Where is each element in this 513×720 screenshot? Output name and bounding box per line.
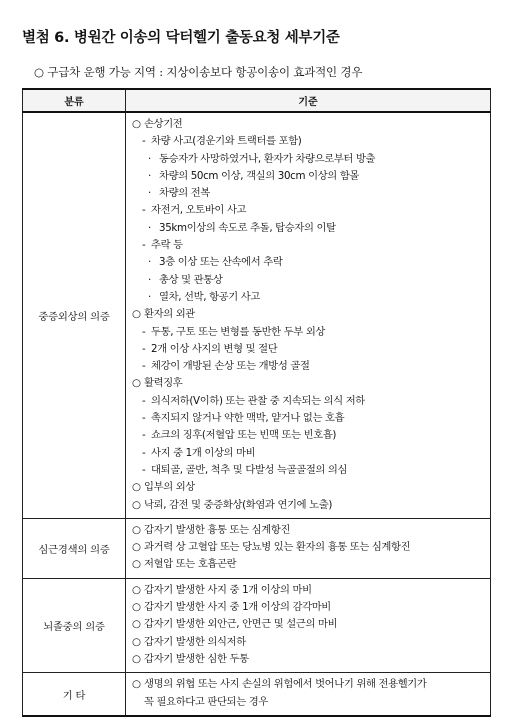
criteria-item-text: 낙뢰, 감전 및 중증화상(화염과 연기에 노출) <box>144 498 333 511</box>
criteria-item-text: 대퇴골, 골반, 척추 및 다발성 늑골골절의 의심 <box>151 463 348 476</box>
criteria-item <box>132 410 490 427</box>
criteria-item <box>132 582 490 599</box>
criteria-item-text: 과거력 상 고혈압 또는 당뇨병 있는 환자의 흉통 또는 심계항진 <box>144 541 411 554</box>
dash-bullet-icon: - <box>142 394 146 407</box>
dot-bullet-icon: · <box>148 256 151 269</box>
criteria-item <box>132 185 490 202</box>
criteria-item-text: 두통, 구토 또는 변형를 동반한 두부 외상 <box>151 325 326 338</box>
criteria-item <box>132 462 490 479</box>
criteria-item <box>132 306 490 323</box>
criteria-item <box>132 168 490 185</box>
criteria-item-text: 갑자기 발생한 사지 중 1개 이상의 감각마비 <box>144 601 331 614</box>
dash-bullet-icon: - <box>142 204 146 217</box>
circle-bullet-icon: ○ <box>132 481 141 494</box>
criteria-item <box>132 676 490 693</box>
dot-bullet-icon: · <box>148 152 151 165</box>
header-criteria: 기준 <box>126 89 491 112</box>
circle-bullet-icon: ○ <box>132 635 141 648</box>
dash-bullet-icon: - <box>142 446 146 459</box>
criteria-item-text: 자전거, 오토바이 사고 <box>151 204 247 217</box>
criteria-item-text: 갑자기 발생한 흉통 또는 심계항진 <box>144 523 291 536</box>
criteria-item-text: 갑자기 발생한 심한 두통 <box>144 652 249 665</box>
criteria-item <box>132 116 490 133</box>
dash-bullet-icon: - <box>142 325 146 338</box>
criteria-item-text: 동승자가 사망하였거나, 환자가 차량으로부터 방출 <box>159 152 376 165</box>
criteria-item <box>132 272 490 289</box>
criteria-item <box>132 151 490 168</box>
circle-bullet-icon: ○ <box>132 118 141 130</box>
criteria-item-text: 환자의 외관 <box>144 308 195 321</box>
circle-bullet-icon: ○ <box>132 678 141 691</box>
criteria-item-text: 입부의 외상 <box>144 481 195 494</box>
circle-bullet-icon: ○ <box>132 523 141 536</box>
criteria-cell <box>126 518 491 578</box>
category-cell: 중증외상의 의증 <box>23 112 126 518</box>
criteria-item-text: 저혈압 또는 호흡곤란 <box>144 558 237 571</box>
criteria-table <box>22 88 491 717</box>
criteria-item <box>132 237 490 254</box>
criteria-item-text: 갑자기 발생한 의식저하 <box>144 635 246 648</box>
criteria-item-text: 차량의 전복 <box>159 187 210 200</box>
category-cell: 기 타 <box>23 673 126 716</box>
criteria-item-text: 활력징후 <box>144 377 183 390</box>
criteria-item <box>132 427 490 444</box>
criteria-item <box>132 445 490 462</box>
criteria-item-text: 체강이 개방된 손상 또는 개방성 골절 <box>151 360 310 373</box>
criteria-item <box>132 324 490 341</box>
dash-bullet-icon: - <box>142 342 146 355</box>
criteria-item-text: 차량의 50cm 이상, 객실의 30cm 이상의 함몰 <box>159 169 360 182</box>
criteria-item <box>132 694 490 711</box>
criteria-item <box>132 133 490 150</box>
criteria-item <box>132 539 490 556</box>
criteria-item <box>132 556 490 573</box>
dash-bullet-icon: - <box>142 360 146 373</box>
circle-bullet-icon: ○ <box>132 558 141 571</box>
header-category: 분류 <box>23 89 126 112</box>
criteria-item-text: 의식저하(V이하) 또는 관찰 중 지속되는 의식 저하 <box>151 394 365 407</box>
circle-bullet-icon: ○ <box>132 583 141 596</box>
criteria-item-text: 생명의 위협 또는 사지 손실의 위험에서 벗어나기 위해 전용헬기가 <box>144 678 427 691</box>
circle-bullet-icon: ○ <box>132 498 141 511</box>
criteria-item-text: 꼭 필요하다고 판단되는 경우 <box>144 695 268 708</box>
circle-bullet-icon: ○ <box>132 308 141 321</box>
criteria-item <box>132 341 490 358</box>
criteria-item-text: 2개 이상 사지의 변형 및 절단 <box>151 342 278 355</box>
dot-bullet-icon: · <box>148 169 151 182</box>
criteria-item-text: 갑자기 발생한 외안근, 안면근 및 설근의 마비 <box>144 618 338 631</box>
dot-bullet-icon: · <box>148 187 151 200</box>
criteria-cell <box>126 578 491 672</box>
category-cell: 심근경색의 의증 <box>23 518 126 578</box>
criteria-item <box>132 479 490 496</box>
circle-bullet-icon: ○ <box>132 618 141 631</box>
criteria-item-text: 추락 등 <box>151 239 183 252</box>
table-row <box>23 673 491 716</box>
dash-bullet-icon: - <box>142 135 146 148</box>
criteria-item-text: 촉지되지 않거나 약한 맥박, 얕거나 없는 호흡 <box>151 412 345 425</box>
criteria-item-text: 열차, 선박, 항공기 사고 <box>159 290 260 303</box>
circle-bullet-icon: ○ <box>132 377 141 390</box>
criteria-item-text: 쇼크의 징후(저혈압 또는 빈맥 또는 빈호흡) <box>151 429 337 442</box>
dash-bullet-icon: - <box>142 463 146 476</box>
dash-bullet-icon: - <box>142 412 146 425</box>
table-row <box>23 578 491 672</box>
dash-bullet-icon: - <box>142 429 146 442</box>
criteria-item <box>132 202 490 219</box>
criteria-item-text: 차량 사고(경운기와 트랙터를 포함) <box>151 135 302 148</box>
criteria-item <box>132 522 490 539</box>
criteria-item <box>132 497 490 514</box>
dot-bullet-icon: · <box>148 221 151 234</box>
criteria-item-text: 사지 중 1개 이상의 마비 <box>151 446 256 459</box>
criteria-item <box>132 254 490 271</box>
table-body <box>23 112 491 716</box>
criteria-cell <box>126 673 491 716</box>
criteria-item-text: 손상기전 <box>144 118 183 130</box>
dot-bullet-icon: · <box>148 290 151 303</box>
criteria-item-text: 35km이상의 속도로 추돌, 탑승자의 이탈 <box>159 221 336 234</box>
circle-bullet-icon: ○ <box>132 601 141 614</box>
dash-bullet-icon: - <box>142 239 146 252</box>
criteria-item <box>132 634 490 651</box>
criteria-item <box>132 289 490 306</box>
table-row <box>23 112 491 518</box>
criteria-item <box>132 375 490 392</box>
table-header-row <box>23 89 491 112</box>
criteria-item-text: 3층 이상 또는 산속에서 추락 <box>159 256 283 269</box>
criteria-item <box>132 616 490 633</box>
criteria-item-text: 갑자기 발생한 사지 중 1개 이상의 마비 <box>144 583 312 596</box>
category-cell: 뇌졸중의 의증 <box>23 578 126 672</box>
criteria-item <box>132 358 490 375</box>
dot-bullet-icon: · <box>148 273 151 286</box>
criteria-cell <box>126 112 491 518</box>
criteria-item <box>132 220 490 237</box>
criteria-item <box>132 393 490 410</box>
criteria-item <box>132 651 490 668</box>
circle-bullet-icon: ○ <box>132 541 141 554</box>
circle-bullet-icon: ○ <box>132 652 141 665</box>
document-title: 별첨 6. 병원간 이송의 닥터헬기 출동요청 세부기준 <box>22 30 340 46</box>
table-row <box>23 518 491 578</box>
document-subtitle: ○ 구급차 운행 가능 지역 : 지상이송보다 항공이송이 효과적인 경우 <box>34 65 363 79</box>
criteria-item-text: 총상 및 관통상 <box>159 273 223 286</box>
criteria-item <box>132 599 490 616</box>
